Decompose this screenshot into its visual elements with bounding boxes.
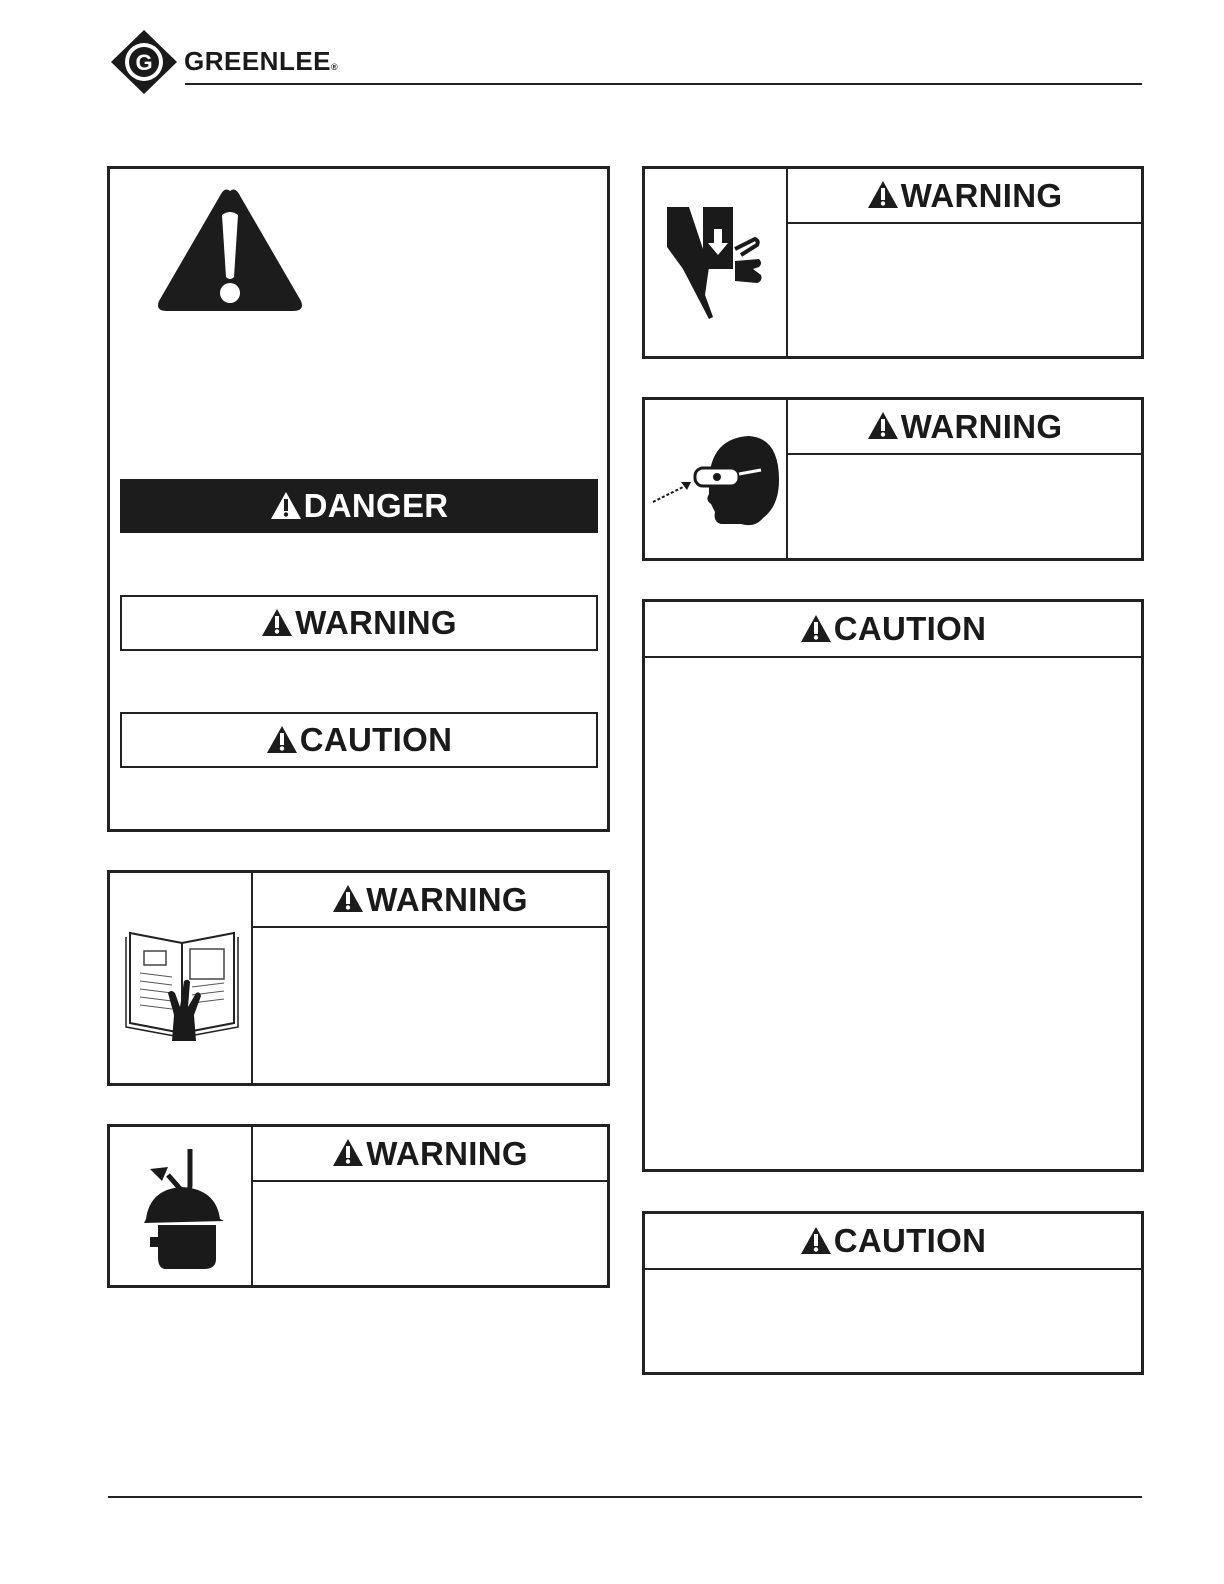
- read-manual-icon: [124, 923, 242, 1043]
- caution-header: [645, 1214, 1141, 1270]
- safety-alert-icon: [270, 491, 302, 520]
- brand-wordmark: GREENLEE: [184, 46, 332, 76]
- warning-signal-panel: [120, 595, 598, 651]
- pinch-point-hand-icon: [665, 203, 765, 319]
- safety-alert-icon: [800, 1226, 832, 1255]
- signal-word-legend-box: [107, 166, 610, 832]
- footer-rule: [108, 1496, 1142, 1498]
- header-rule: [185, 83, 1142, 85]
- warning-header: [253, 873, 607, 928]
- safety-alert-icon: [867, 411, 899, 440]
- warning-header: [788, 169, 1141, 224]
- warning-box-eye-protection: [642, 397, 1144, 561]
- safety-alert-icon: [332, 884, 364, 913]
- safety-alert-icon: [155, 185, 305, 315]
- caution-label: CAUTION: [833, 610, 987, 647]
- warning-label: WARNING: [366, 880, 528, 918]
- eye-protection-goggles-icon: [651, 434, 781, 530]
- safety-alert-icon: [266, 725, 298, 754]
- safety-alert-icon: [800, 614, 832, 643]
- warning-box-pinch-point: [642, 166, 1144, 359]
- greenlee-logo: [110, 29, 380, 95]
- warning-box-read-manual: [107, 870, 610, 1086]
- caution-label: CAUTION: [299, 721, 453, 758]
- svg-text:G: G: [135, 50, 153, 75]
- warning-label: WARNING: [295, 604, 457, 641]
- caution-box-small: [642, 1211, 1144, 1375]
- safety-alert-icon: [332, 1138, 364, 1167]
- falling-object-hard-hat-icon: [136, 1147, 228, 1272]
- safety-alert-icon: [867, 180, 899, 209]
- greenlee-logo-icon: [110, 29, 178, 95]
- caution-signal-panel: [120, 712, 598, 768]
- warning-header: [788, 400, 1141, 455]
- danger-label: DANGER: [303, 487, 449, 524]
- warning-label: WARNING: [900, 407, 1063, 445]
- caution-label: CAUTION: [833, 1222, 987, 1259]
- warning-label: WARNING: [366, 1134, 528, 1172]
- registered-mark: ®: [331, 62, 339, 72]
- caution-header: [645, 602, 1141, 658]
- warning-box-falling-object: [107, 1124, 610, 1288]
- caution-box-large: [642, 599, 1144, 1172]
- brand-name: [184, 46, 338, 77]
- danger-signal-panel: [120, 479, 598, 533]
- warning-label: WARNING: [900, 176, 1063, 214]
- warning-header: [253, 1127, 607, 1182]
- safety-alert-icon: [261, 608, 293, 637]
